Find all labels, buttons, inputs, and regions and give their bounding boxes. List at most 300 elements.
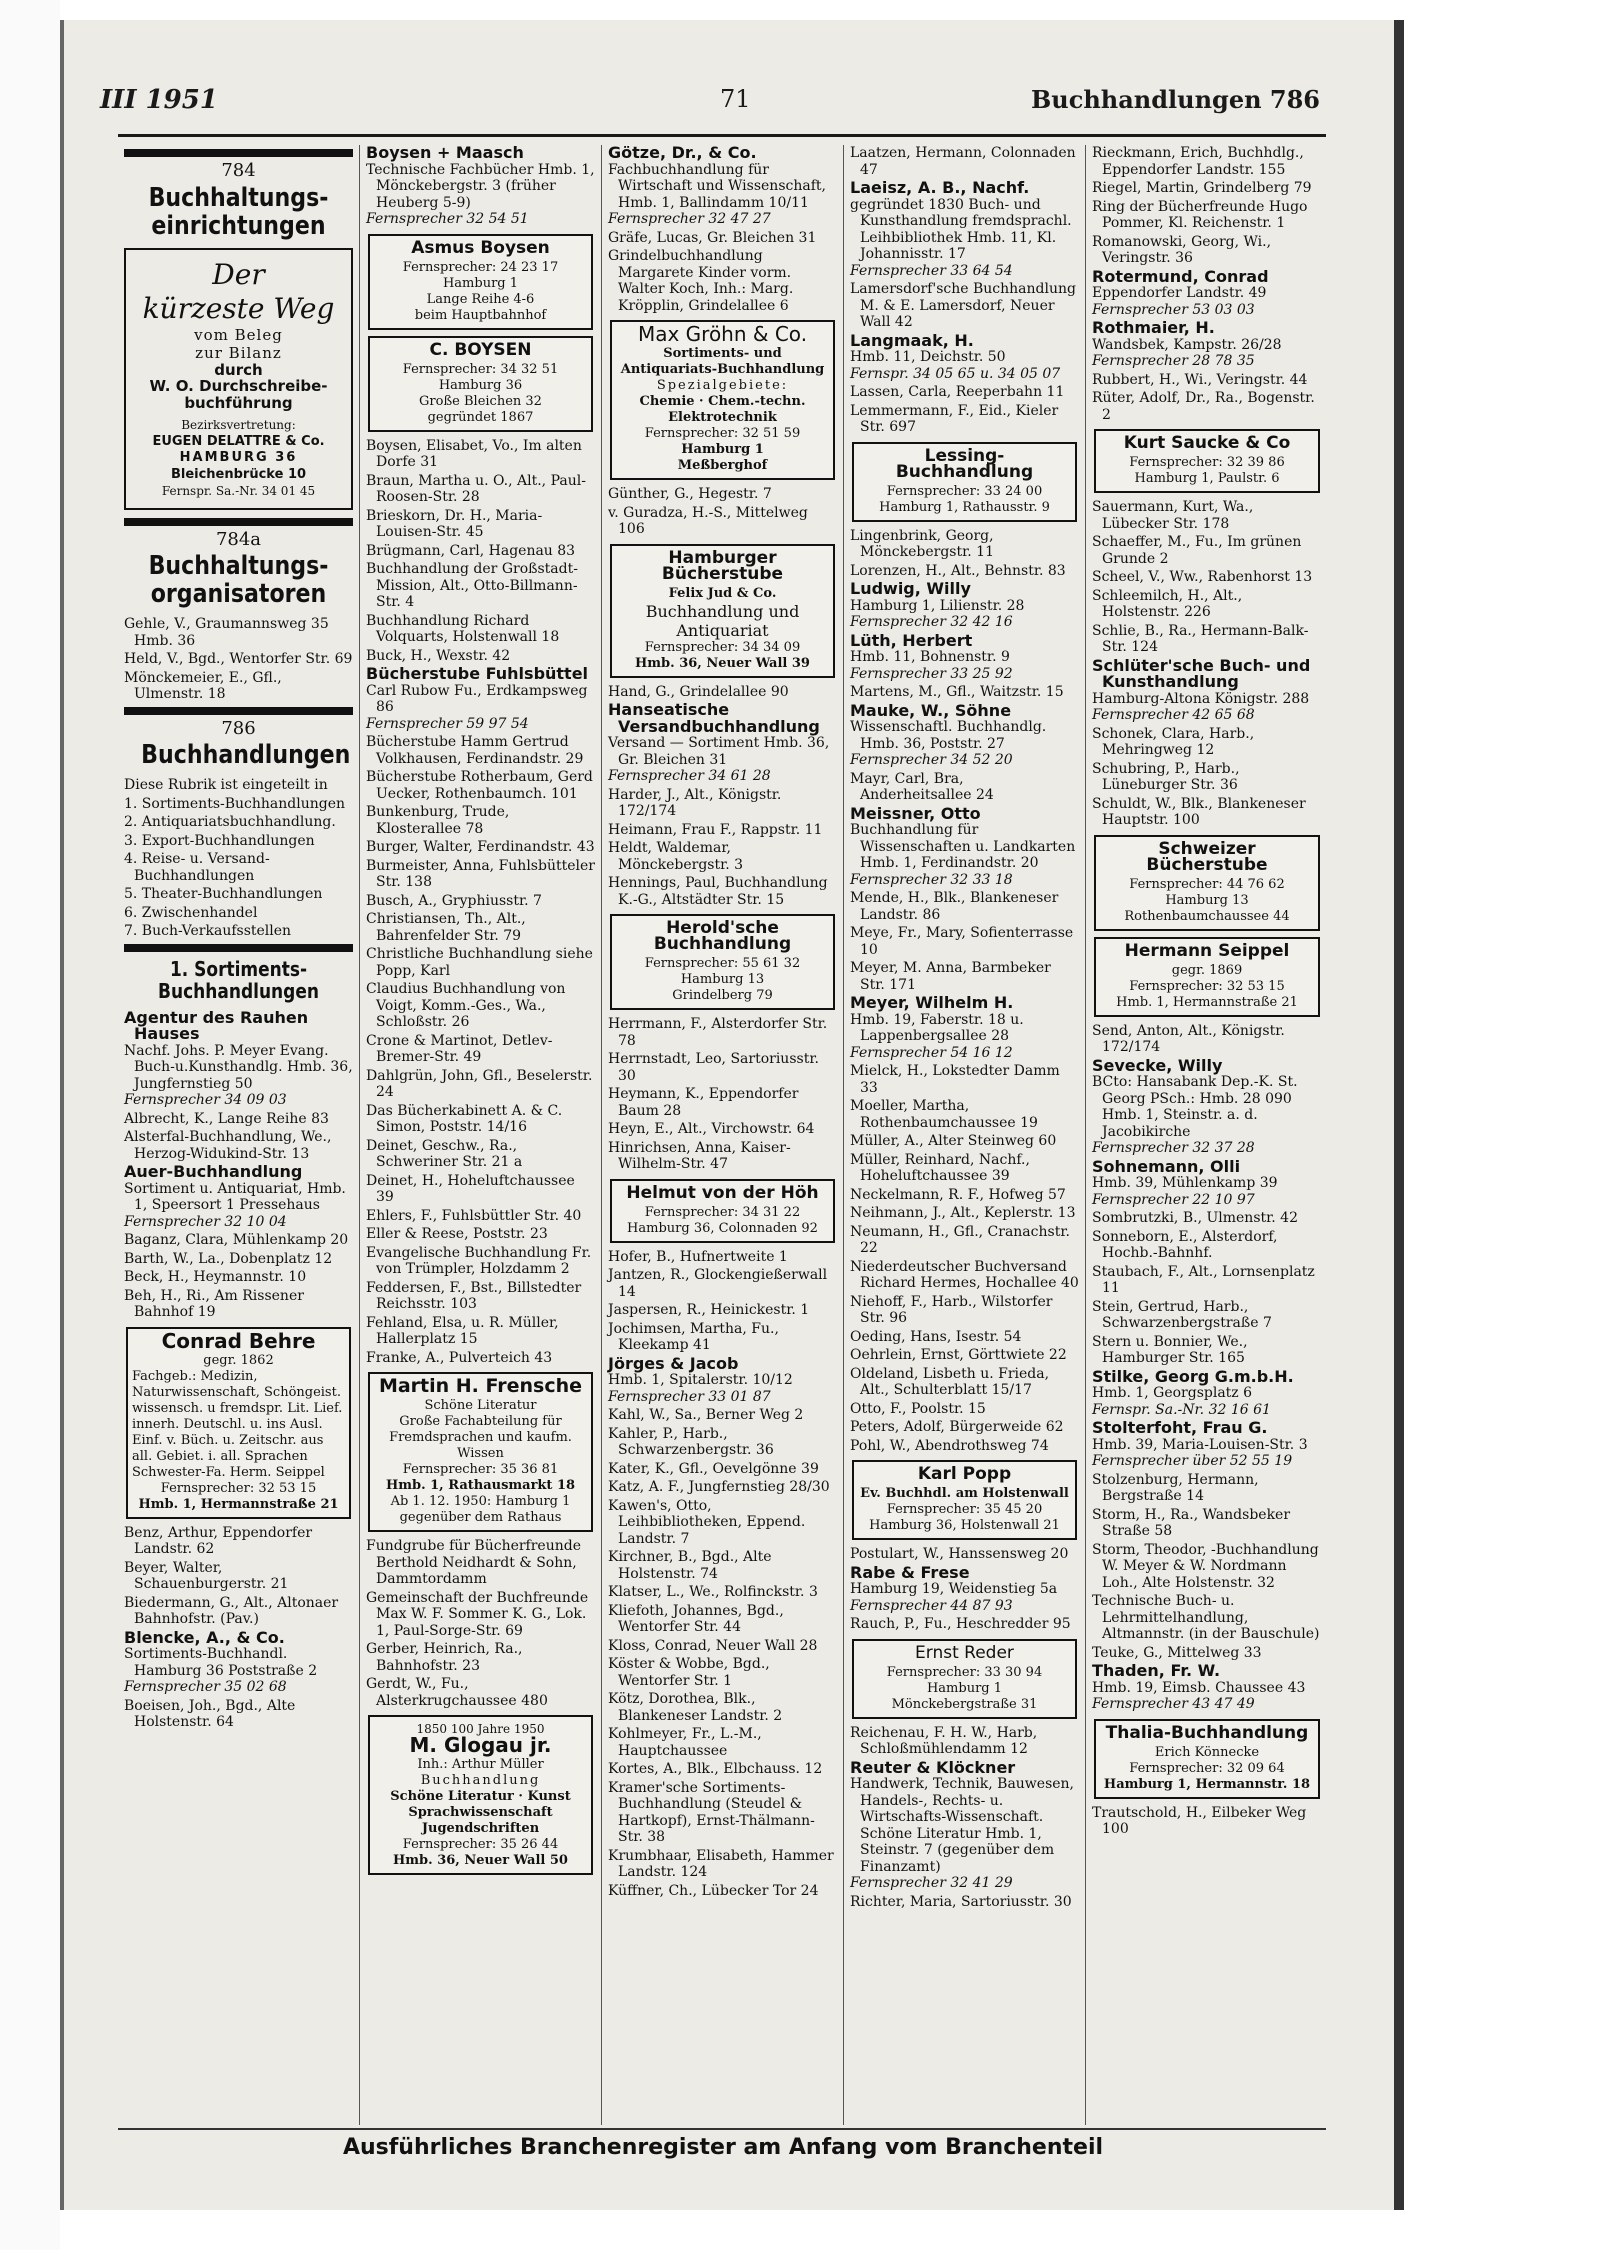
listing-phone: Fernsprecher 33 01 87 [608, 1388, 771, 1405]
ad-line: Fernsprecher: 32 39 86 [1129, 455, 1285, 470]
listing: Jaspersen, R., Heinickestr. 1 [608, 1302, 810, 1318]
listing [850, 630, 1079, 683]
listing: Christiansen, Th., Alt., Bahrenfelder Str. 79 [366, 911, 526, 944]
listing: Franke, A., Pulverteich 43 [366, 1349, 553, 1366]
ad-line: zur Bilanz [195, 343, 282, 362]
ad-title: Schweizer Bücherstube [1146, 838, 1268, 875]
listing: Herrmann, F., Alsterdorfer Str. 78 [608, 1016, 828, 1049]
listing: Grindelbuchhandlung Margarete Kinder vorm. Walter Koch, Inh.: Marg. Kröpplin, Grindelallee 6 [608, 248, 794, 314]
ad-thalia [1094, 1719, 1320, 1799]
column-5 [1086, 145, 1328, 2125]
listing: Riegel, Martin, Grindelberg 79 [1092, 180, 1312, 196]
listing-text: Nachf. Johs. P. Meyer Evang. Buch-u.Kunsthandlg. Hmb. 36, Jungfernstieg 50 [124, 1042, 353, 1092]
listing: Oldeland, Lisbeth u. Frieda, Alt., Schulterblatt 15/17 [850, 1365, 1050, 1398]
ad-title: Karl Popp [917, 1464, 1012, 1484]
ad-line: vom Beleg [194, 325, 283, 344]
listing-name: Rothmaier, H. [1092, 318, 1215, 337]
listing-name: Rotermund, Conrad [1092, 266, 1269, 286]
listing: Schubring, P., Harb., Lüneburger Str. 36 [1092, 760, 1240, 793]
listing [124, 1627, 353, 1696]
listing: Hofer, B., Hufnertweite 1 [608, 1248, 788, 1265]
listing: Feddersen, F., Bst., Billstedter Reichsstr. 103 [366, 1279, 582, 1312]
ad-line: Ab 1. 12. 1950: Hamburg 1 gegenüber dem Rathaus [390, 1494, 571, 1525]
ad-line: Fernspr. Sa.-Nr. 34 01 45 [161, 484, 316, 498]
listing-phone: Fernsprecher 43 47 49 [1092, 1696, 1255, 1712]
ad-line: Hamburg 1 [442, 275, 519, 291]
ad-line: Chemie · Chem.-techn. Elektrotechnik [639, 394, 806, 425]
ad-line: Ev. Buchhdl. am Holstenwall [860, 1486, 1069, 1501]
listing-phone: Fernsprecher 53 03 03 [1092, 301, 1255, 318]
listing: Baganz, Clara, Mühlenkamp 20 [124, 1232, 349, 1248]
listing-name: Hanseatische Versandbuchhandlung [608, 700, 820, 736]
listing-name: Langmaak, H. [850, 330, 974, 350]
listing: Mielck, H., Lokstedter Damm 33 [850, 1063, 1060, 1096]
listing: Lemmermann, F., Eid., Kieler Str. 697 [850, 402, 1059, 435]
listing-phone: Fernsprecher 34 09 03 [124, 1092, 287, 1108]
listing: Eller & Reese, Poststr. 23 [366, 1226, 548, 1242]
listing: Beck, H., Heymannstr. 10 [124, 1269, 307, 1285]
ad-line: gegr. 1862 [203, 1352, 274, 1368]
listing-phone: Fernsprecher 33 64 54 [850, 262, 1013, 279]
listing: Storm, H., Ra., Wandsbeker Straße 58 [1092, 1506, 1291, 1539]
listing [850, 995, 1079, 1061]
listing: Lamersdorf'sche Buchhandlung M. & E. Lamersdorf, Neuer Wall 42 [850, 281, 1076, 330]
listing-text: Hmb. 39, Mühlenkamp 39 [1092, 1175, 1278, 1191]
header-left: III 1951 [100, 85, 218, 115]
ad-line: Spezialgebiete: [656, 378, 789, 393]
listing: Oeding, Hans, Isestr. 54 [850, 1328, 1022, 1345]
listing [608, 702, 837, 785]
ad-line: durch [214, 360, 263, 379]
ad-line: 1850 100 Jahre 1950 [416, 1722, 545, 1736]
ad-line: EUGEN DELATTRE & Co. [152, 433, 325, 449]
listing-name: Thaden, Fr. W. [1092, 1661, 1221, 1680]
listing: Martens, M., Gfl., Waitzstr. 15 [850, 684, 1064, 700]
ad-title: Herold'sche Buchhandlung [653, 918, 792, 954]
listing: Kliefoth, Johannes, Bgd., Wentorfer Str. 44 [608, 1602, 784, 1635]
section-title: Buchhandlungen [141, 740, 351, 770]
listing-text: Fachbuchhandlung für Wirtschaft und Wissenschaft, Hmb. 1, Ballindamm 10/11 [608, 161, 826, 211]
ad-line: beim Hauptbahnhof [414, 307, 547, 323]
listing: Trautschold, H., Eilbeker Weg 100 [1092, 1804, 1307, 1837]
listing: Staubach, F., Alt., Lornsenplatz 11 [1092, 1263, 1315, 1296]
listing: Gerdt, W., Fu., Alsterkrugchaussee 480 [366, 1676, 548, 1709]
section-number: 786 [221, 717, 256, 739]
listing [850, 581, 1079, 631]
ad-line: Fernsprecher: 32 51 59 [644, 426, 801, 441]
ad-title: Hamburger Bücherstube [661, 547, 784, 584]
ad-saucke [1094, 429, 1320, 493]
listing: Neihmann, J., Alt., Keplerstr. 13 [850, 1205, 1076, 1221]
ad-title: Conrad Behre [161, 1328, 316, 1353]
listing: Ehlers, F., Fuhlsbüttler Str. 40 [366, 1207, 582, 1224]
listing: Stein, Gertrud, Harb., Schwarzenbergstraße 7 [1092, 1298, 1272, 1331]
listing-name: Lüth, Herbert [850, 630, 973, 650]
ad-line: Hamburg 36 [438, 377, 523, 393]
listing: Gemeinschaft der Buchfreunde Max W. F. Sommer K. G., Lok. 1, Paul-Sorge-Str. 69 [366, 1589, 589, 1639]
listing: Ring der Bücherfreunde Hugo Pommer, Kl. Reichenstr. 1 [1092, 198, 1308, 231]
listing-text: BCto: Hansabank Dep.-K. St. Georg PSch.: Hmb. 28 090 Hmb. 1, Steinstr. a. d. Jacobikirche [1092, 1074, 1298, 1140]
ad-title: Asmus Boysen [411, 237, 550, 258]
rubrik-item: 4. Reise- u. Versand-Buchhandlungen [124, 851, 270, 884]
listing: Lassen, Carla, Reeperbahn 11 [850, 384, 1065, 400]
rubrik-item: 1. Sortiments-Buchhandlungen [124, 795, 346, 812]
listing: Crone & Martinot, Detlev-Bremer-Str. 49 [366, 1032, 553, 1065]
listing [1092, 266, 1322, 319]
column-1 [118, 145, 360, 2125]
listing: Katz, A. F., Jungfernstieg 28/30 [608, 1479, 830, 1495]
listing: Mayr, Carl, Bra, Anderheitsallee 24 [850, 770, 994, 803]
column-4 [844, 145, 1086, 2125]
listing-name: Ludwig, Willy [850, 579, 971, 598]
ad-reder [852, 1639, 1077, 1719]
listing [850, 803, 1079, 889]
listing: Gehle, V., Graumannsweg 35 Hmb. 36 [124, 616, 329, 649]
ad-title: Ernst Reder [915, 1642, 1014, 1663]
listing-name: Schlüter'sche Buch- und Kunsthandlung [1092, 655, 1311, 691]
listing: Dahlgrün, John, Gfl., Beselerstr. 24 [366, 1067, 593, 1100]
ad-line: Inh.: Arthur Müller [417, 1757, 544, 1772]
listing-text: Hmb. 19, Faberstr. 18 u. Lappenbergsallee 28 [850, 1011, 1024, 1044]
listing-name: Reuter & Klöckner [850, 1757, 1016, 1777]
listing: Heimann, Frau F., Rappstr. 11 [608, 821, 823, 838]
listing: Sonneborn, E., Alsterdorf, Hochb.-Bahnhf. [1092, 1228, 1278, 1261]
listing: Bücherstube Rotherbaum, Gerd Uecker, Rothenbaumch. 101 [366, 769, 593, 802]
ad-line: Fernsprecher: 55 61 32 [644, 956, 801, 971]
listing: Benz, Arthur, Eppendorfer Landstr. 62 [124, 1524, 313, 1557]
listing: Stern u. Bonnier, We., Hamburger Str. 165 [1092, 1333, 1248, 1366]
listing [608, 145, 837, 228]
listing: Schleemilch, H., Alt., Holstenstr. 226 [1092, 587, 1243, 620]
listing-phone: Fernspr. 34 05 65 u. 34 05 07 [850, 365, 1061, 382]
ad-hamburger-buecherstube [610, 544, 835, 678]
ad-line: Fernsprecher: 32 53 15 [1129, 978, 1285, 994]
ad-glogau [368, 1715, 593, 1875]
listing-text: Versand — Sortiment Hmb. 36, Gr. Bleichen 31 [608, 735, 830, 768]
binding-margin [0, 0, 60, 2250]
listing-name: Mauke, W., Söhne [850, 700, 1012, 720]
listing-text: Sortiment u. Antiquariat, Hmb. 1, Speersort 1 Pressehaus [124, 1180, 346, 1213]
ad-title: Lessing-Buchhandlung [895, 445, 1034, 482]
listing-text: Hmb. 1, Spitalerstr. 10/12 [608, 1372, 793, 1388]
listing [1092, 1420, 1322, 1470]
section-title: Buchhaltungs-einrichtungen [148, 182, 329, 241]
ad-line: Buchhandlung und Antiquariat [645, 601, 800, 640]
ad-line: Hamburg 1 [681, 442, 764, 457]
listing-text: Sortiments-Buchhandl. Hamburg 36 Poststraße 2 [124, 1646, 318, 1679]
listing: Kortes, A., Blk., Elbchauss. 12 [608, 1761, 823, 1777]
listing: Barth, W., La., Dobenplatz 12 [124, 1250, 333, 1267]
rubrik-item: 6. Zwischenhandel [124, 904, 258, 921]
listing: Lingenbrink, Georg, Mönckebergstr. 11 [850, 527, 994, 560]
listing-text: Wissenschaftl. Buchhandlg. Hmb. 36, Poststr. 27 [850, 719, 1047, 752]
listing: Neumann, H., Gfl., Cranachstr. 22 [850, 1223, 1070, 1256]
listing: Jochimsen, Martha, Fu., Kleekamp 41 [608, 1320, 779, 1353]
ad-line: Erich Könnecke [1154, 1744, 1260, 1760]
ad-line: kürzeste Weg [142, 291, 335, 325]
listing: Albrecht, K., Lange Reihe 83 [124, 1110, 329, 1127]
columns [118, 145, 1328, 2125]
listing [1092, 1663, 1322, 1713]
listing: Buck, H., Wexstr. 42 [366, 647, 511, 664]
listing: Meye, Fr., Mary, Sofienterrasse 10 [850, 925, 1074, 958]
listing: v. Guradza, H.-S., Mittelweg 106 [608, 504, 808, 537]
listing-text: Hmb. 39, Maria-Louisen-Str. 3 [1092, 1436, 1308, 1453]
ad-asmus-boysen [368, 234, 593, 330]
listing-phone: Fernsprecher 32 41 29 [850, 1875, 1013, 1891]
ad-line: Fernsprecher: 33 24 00 [886, 483, 1043, 499]
listing: Köster & Wobbe, Bgd., Wentorfer Str. 1 [608, 1656, 770, 1689]
listing-text: Buchhandlung für Wissenschaften u. Landkarten Hmb. 1, Ferdinandstr. 20 [850, 822, 1076, 871]
ad-line: gegr. 1869 [1171, 962, 1243, 978]
ad-lessing [852, 442, 1077, 522]
listing [850, 700, 1079, 769]
listing: Brügmann, Carl, Hagenau 83 [366, 542, 576, 559]
listing [850, 180, 1079, 279]
ad-title: Kurt Saucke & Co [1123, 433, 1291, 453]
listing [1092, 1156, 1322, 1209]
listing: Müller, Reinhard, Nachf., Hoheluftchaussee 39 [850, 1151, 1030, 1184]
ad-line: Hamburg 1 [926, 1680, 1003, 1696]
ad-groehn [610, 320, 835, 480]
listing: Niederdeutscher Buchversand Richard Hermes, Hochallee 40 [850, 1258, 1079, 1291]
listing: Rieckmann, Erich, Buchhdlg., Eppendorfer Landstr. 155 [1092, 145, 1304, 178]
ad-line: Fernsprecher: 35 36 81 [402, 1462, 559, 1477]
listing: Schlie, B., Ra., Hermann-Balk-Str. 124 [1092, 622, 1309, 655]
listing: Meyer, M. Anna, Barmbeker Str. 171 [850, 960, 1051, 993]
rubrik-item: 3. Export-Buchhandlungen [124, 832, 315, 849]
listing: Deinet, H., Hoheluftchaussee 39 [366, 1172, 575, 1205]
section-number: 784a [215, 528, 262, 550]
ad-line: Große Fachabteilung für Fremdsprachen und kaufm. Wissen [389, 1414, 572, 1461]
listing-name: Stolterfoht, Frau G. [1092, 1418, 1268, 1437]
listing: Bunkenburg, Trude, Klosterallee 78 [366, 804, 510, 837]
listing: Hennings, Paul, Buchhandlung K.-G., Altstädter Str. 15 [608, 875, 828, 908]
ad-c-boysen [368, 336, 593, 432]
listing: Evangelische Buchhandlung Fr. von Trümpler, Holzdamm 2 [366, 1244, 592, 1277]
ad-line: Hmb. 36, Neuer Wall 50 [393, 1853, 568, 1868]
listing: Rüter, Adolf, Dr., Ra., Bogenstr. 2 [1092, 390, 1315, 423]
ad-line: Fachgeb.: Medizin, Naturwissenschaft, Schöngeist. wissensch. u fremdspr. Lit. Lief. innerh. Deutschl. u. ins Ausl. Einf. v. Büch. u. Zeitschr. aus all. Gebiet. i. all. Sprachen Schwester-Fa. Herm. Seippel [132, 1368, 343, 1480]
listing: Deinet, Geschw., Ra., Schweriner Str. 21 a [366, 1137, 523, 1170]
listing: Sauermann, Kurt, Wa., Lübecker Str. 178 [1092, 499, 1254, 532]
listing: Brieskorn, Dr. H., Maria-Louisen-Str. 45 [366, 507, 543, 540]
page-footer: Ausführliches Branchenregister am Anfang vom Branchenteil [342, 2135, 1104, 2160]
listing [608, 1353, 837, 1406]
listing: Kater, K., Gfl., Oevelgönne 39 [608, 1460, 819, 1477]
ad-line: Fernsprecher: 32 09 64 [1129, 1760, 1285, 1776]
header-rule [118, 134, 1326, 137]
listing: Richter, Maria, Sartoriusstr. 30 [850, 1893, 1072, 1910]
listing: Jantzen, R., Glockengießerwall 14 [608, 1267, 828, 1300]
listing: Held, V., Bgd., Wentorfer Str. 69 [124, 651, 353, 667]
listing: Burmeister, Anna, Fuhlsbütteler Str. 138 [366, 857, 595, 890]
listing-phone: Fernsprecher 34 61 28 [608, 768, 771, 784]
page-header [100, 85, 1320, 125]
listing: Otto, F., Poolstr. 15 [850, 1400, 986, 1417]
ad-line: Bezirksvertretung: [181, 418, 296, 432]
listing: Oehrlein, Ernst, Görttwiete 22 [850, 1347, 1067, 1363]
ad-title: Thalia-Buchhandlung [1105, 1722, 1309, 1743]
ad-von-der-hoeh [610, 1179, 835, 1243]
ad-line: Hamburg 1, Rathausstr. 9 [879, 499, 1050, 515]
listing: Teuke, G., Mittelweg 33 [1092, 1644, 1262, 1661]
ad-line: Fernsprecher: 24 23 17 [402, 259, 559, 275]
listing: Herrnstadt, Leo, Sartoriusstr. 30 [608, 1051, 819, 1084]
ad-line: Hmb. 1, Hermannstraße 21 [1116, 994, 1298, 1010]
listing-phone: Fernsprecher 28 78 35 [1092, 353, 1255, 369]
listing: Pohl, W., Abendrothsweg 74 [850, 1437, 1049, 1454]
listing-text: Carl Rubow Fu., Erdkampsweg 86 [366, 682, 588, 715]
listing: Heyn, E., Alt., Virchowstr. 64 [608, 1121, 815, 1137]
listing: Heymann, K., Eppendorfer Baum 28 [608, 1086, 799, 1119]
listing: Romanowski, Georg, Wi., Veringstr. 36 [1092, 233, 1272, 266]
listing [850, 1562, 1079, 1615]
listing: Kahl, W., Sa., Berner Weg 2 [608, 1407, 804, 1423]
ad-line: Sortiments- und Antiquariats-Buchhandlung [620, 346, 825, 377]
listing: Christliche Buchhandlung siehe Popp, Karl [366, 946, 593, 979]
listing-name: Blencke, A., & Co. [124, 1627, 285, 1647]
listing: Sombrutzki, B., Ulmenstr. 42 [1092, 1210, 1299, 1226]
listing: Gräfe, Lucas, Gr. Bleichen 31 [608, 229, 817, 246]
listing-name: Bücherstube Fuhlsbüttel [366, 664, 589, 683]
listing-phone: Fernsprecher 22 10 97 [1092, 1191, 1255, 1208]
ad-line: gegründet 1867 [427, 409, 534, 425]
listing-name: Jörges & Jacob [608, 1353, 739, 1373]
listing [1092, 320, 1322, 370]
listing [124, 1164, 353, 1230]
listing: Boeisen, Joh., Bgd., Alte Holstenstr. 64 [124, 1697, 296, 1730]
listing: Burger, Walter, Ferdinandstr. 43 [366, 839, 595, 855]
listing: Send, Anton, Alt., Königstr. 172/174 [1092, 1022, 1285, 1055]
listing-phone: Fernsprecher 59 97 54 [366, 715, 529, 732]
listing: Schonek, Clara, Harb., Mehringweg 12 [1092, 725, 1255, 758]
listing: Müller, A., Alter Steinweg 60 [850, 1133, 1057, 1149]
listing: Kohlmeyer, Fr., L.-M., Hauptchaussee [608, 1726, 762, 1759]
ad-line: Große Bleichen 32 [419, 393, 542, 409]
ad-line: Meßberghof [677, 458, 768, 473]
listing-phone: Fernsprecher 32 54 51 [366, 211, 529, 227]
ad-schweizer-buecherstube [1094, 835, 1320, 931]
ad-behre [126, 1327, 351, 1519]
listing-phone: Fernsprecher 35 02 68 [124, 1679, 287, 1695]
ad-line: Hamburg 1, Paulstr. 6 [1134, 471, 1280, 486]
rubrik-intro: Diese Rubrik ist eingeteilt in [124, 777, 328, 793]
section-bar [124, 944, 353, 952]
ad-line: buchführung [184, 393, 293, 412]
ad-line: Schöne Literatur · Kunst Sprachwissenschaft Jugendschriften [390, 1789, 571, 1836]
listing: Bücherstube Hamm Gertrud Volkhausen, Ferdinandstr. 29 [366, 734, 584, 767]
ad-frensche [368, 1372, 593, 1532]
listing: Das Bücherkabinett A. & C. Simon, Poststr. 14/16 [366, 1102, 563, 1135]
column-2 [360, 145, 602, 2125]
listing-phone: Fernsprecher 42 65 68 [1092, 707, 1255, 723]
ad-title: Hermann Seippel [1124, 940, 1290, 961]
listing: Niehoff, F., Harb., Wilstorfer Str. 96 [850, 1293, 1053, 1326]
listing-name: Stilke, Georg G.m.b.H. [1092, 1366, 1294, 1386]
listing: Rubbert, H., Wi., Veringstr. 44 [1092, 371, 1308, 388]
listing: Kawen's, Otto, Leihbibliotheken, Eppend. Landstr. 7 [608, 1497, 806, 1547]
listing: Mende, H., Blk., Blankeneser Landstr. 86 [850, 890, 1059, 923]
section-bar [124, 149, 353, 157]
listing: Laatzen, Hermann, Colonnaden 47 [850, 145, 1076, 178]
listing-text: Hamburg 19, Weidenstieg 5a [850, 1581, 1058, 1597]
listing-name: Laeisz, A. B., Nachf. [850, 178, 1030, 197]
listing: Krumbhaar, Elisabeth, Hammer Landstr. 124 [608, 1847, 834, 1880]
listing: Buchhandlung Richard Volquarts, Holstenwall 18 [366, 612, 560, 645]
subsection-title: 1. Sortiments-Buchhandlungen [158, 956, 319, 1003]
listing-name: Agentur des Rauhen Hauses [124, 1007, 309, 1043]
header-right: Buchhandlungen 786 [1031, 85, 1320, 114]
listing: Günther, G., Hegestr. 7 [608, 486, 772, 502]
listing: Buchhandlung der Großstadt-Mission, Alt., Otto-Billmann-Str. 4 [366, 561, 578, 610]
listing-name: Götze, Dr., & Co. [608, 145, 757, 162]
section-bar [124, 707, 353, 715]
listing: Kramer'sche Sortiments-Buchhandlung (Steudel & Hartkopf), Ernst-Thälmann-Str. 38 [608, 1779, 815, 1845]
listing-phone: Fernsprecher 44 87 93 [850, 1597, 1013, 1614]
listing-name: Meyer, Wilhelm H. [850, 993, 1014, 1012]
ad-line: Hmb. 1, Rathausmarkt 18 [385, 1478, 576, 1493]
ad-line: Fernsprecher: 44 76 62 [1129, 876, 1285, 892]
listing [366, 666, 595, 732]
listing: Gerber, Heinrich, Ra., Bahnhofstr. 23 [366, 1641, 523, 1674]
listing-text: Hamburg-Altona Königstr. 288 [1092, 690, 1310, 707]
ad-line: HAMBURG 36 [179, 450, 298, 465]
listing-text: Hmb. 11, Bohnenstr. 9 [850, 649, 1010, 665]
ad-line: Hamburg 13 [1165, 892, 1249, 908]
ad-line: Fernsprecher: 34 31 22 [644, 1204, 801, 1220]
listing [1092, 1366, 1322, 1419]
listing-text: Wandsbek, Kampstr. 26/28 [1092, 336, 1282, 353]
listing: Rauch, P., Fu., Heschredder 95 [850, 1616, 1071, 1632]
ad-line: Hamburg 36, Colonnaden 92 [627, 1220, 818, 1236]
listing-name: Meissner, Otto [850, 803, 981, 823]
listing-name: Boysen + Maasch [366, 145, 524, 162]
listing: Hinrichsen, Anna, Kaiser-Wilhelm-Str. 47 [608, 1139, 791, 1172]
ad-line: Hmb. 36, Neuer Wall 39 [635, 655, 810, 671]
listing: Schuldt, W., Blk., Blankeneser Hauptstr. 100 [1092, 795, 1306, 828]
listing: Claudius Buchhandlung von Voigt, Komm.-Ges., Wa., Schloßstr. 26 [366, 981, 566, 1030]
listing: Braun, Martha u. O., Alt., Paul-Roosen-Str. 28 [366, 472, 586, 505]
listing: Boysen, Elisabet, Vo., Im alten Dorfe 31 [366, 437, 582, 470]
listing-phone: Fernsprecher 32 33 18 [850, 871, 1013, 888]
ad-line: Hamburg 13 [680, 972, 765, 987]
listing: Kirchner, B., Bgd., Alte Holstenstr. 74 [608, 1549, 772, 1582]
listing: Alsterfal-Buchhandlung, We., Herzog-Widukind-Str. 13 [124, 1129, 332, 1162]
listing: Biedermann, G., Alt., Altonaer Bahnhofstr. (Pav.) [124, 1594, 339, 1627]
listing: Neckelmann, R. F., Hofweg 57 [850, 1186, 1066, 1203]
ad-durchschreibe [124, 248, 353, 510]
ad-line: Fernsprecher: 35 45 20 [886, 1502, 1043, 1517]
ad-title: C. BOYSEN [429, 339, 532, 360]
listing: Busch, A., Gryphiusstr. 7 [366, 892, 542, 909]
ad-line: Hamburg 36, Holstenwall 21 [869, 1518, 1060, 1533]
listing-text: Technische Fachbücher Hmb. 1, Mönckebergstr. 3 (früher Heuberg 5-9) [366, 161, 595, 211]
section-title: Buchhaltungs-organisatoren [148, 551, 329, 609]
rubrik-item: 7. Buch-Verkaufsstellen [124, 923, 292, 939]
listing-phone: Fernsprecher 34 52 20 [850, 752, 1013, 768]
ad-line: Grindelberg 79 [672, 988, 773, 1003]
page-number: 71 [720, 85, 751, 113]
ad-title: Max Gröhn & Co. [637, 322, 808, 346]
ad-herold [610, 914, 835, 1010]
listing-phone: Fernsprecher über 52 55 19 [1092, 1453, 1293, 1469]
listing: Scheel, V., Ww., Rabenhorst 13 [1092, 569, 1313, 585]
listing: Heldt, Waldemar, Mönckebergstr. 3 [608, 840, 744, 873]
listing: Schaeffer, M., Fu., Im grünen Grunde 2 [1092, 534, 1302, 567]
ad-line: Lange Reihe 4-6 [426, 291, 535, 307]
listing-name: Sohnemann, Olli [1092, 1156, 1241, 1176]
